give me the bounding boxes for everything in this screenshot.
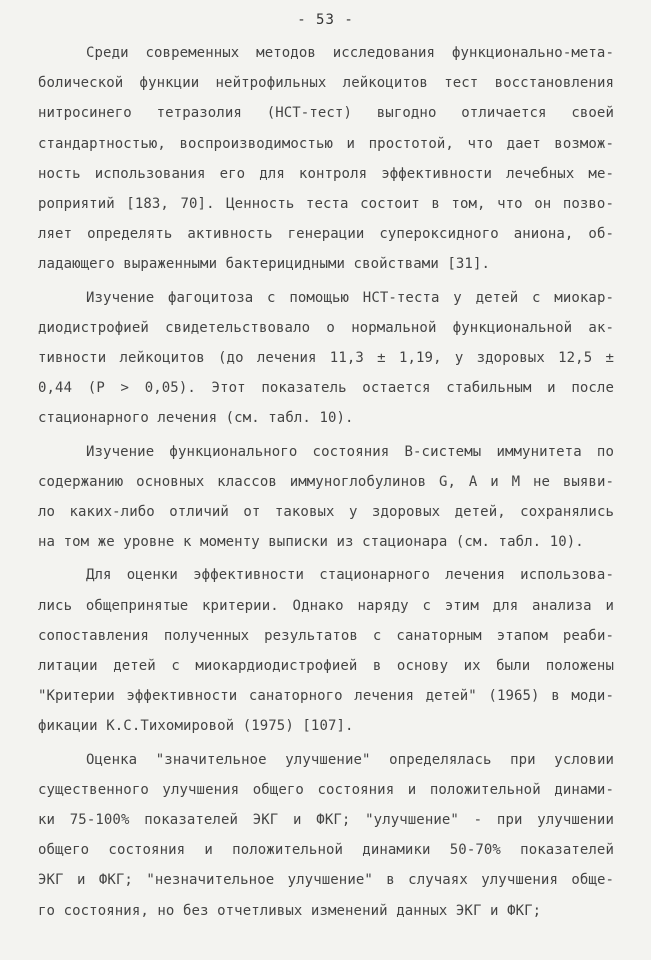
text-line: тивности лейкоцитов (до лечения 11,3 ± 1,19, у здоровых 12,5 ± xyxy=(38,350,614,366)
text-line: стационарного лечения (см. табл. 10). xyxy=(38,410,354,426)
text-line: Изучение функционального состояния В-системы иммунитета по xyxy=(86,444,614,460)
text-line: Для оценки эффективности стационарного лечения использова- xyxy=(86,567,614,583)
text-line: го состояния, но без отчетливых изменений данных ЭКГ и ФКГ; xyxy=(38,903,542,919)
text-line: ляет определять активность генерации супероксидного аниона, об- xyxy=(38,226,614,242)
text-line: ки 75-100% показателей ЭКГ и ФКГ; "улучшение" - при улучшении xyxy=(38,812,614,828)
text-line: нитросинего тетразолия (НСТ-тест) выгодно отличается своей xyxy=(38,105,614,121)
text-line: Среди современных методов исследования функционально-мета- xyxy=(86,45,614,61)
text-line: "Критерии эффективности санаторного лечения детей" (1965) в моди- xyxy=(38,688,614,704)
text-line: 0,44 (P > 0,05). Этот показатель остается стабильным и после xyxy=(38,380,614,396)
text-line: содержанию основных классов иммуноглобулинов G, A и M не выяви- xyxy=(38,474,614,490)
page-number: - 53 - xyxy=(297,12,354,28)
text-line: болической функции нейтрофильных лейкоцитов тест восстановления xyxy=(38,75,614,91)
text-line: ло каких-либо отличий от таковых у здоровых детей, сохранялись xyxy=(38,504,614,520)
text-line: на том же уровне к моменту выписки из стационара (см. табл. 10). xyxy=(38,534,584,550)
text-line: общего состояния и положительной динамики 50-70% показателей xyxy=(38,842,614,858)
text-line: существенного улучшения общего состояния и положительной динами- xyxy=(38,782,614,798)
text-line: диодистрофией свидетельствовало о нормальной функциональной ак- xyxy=(38,320,614,336)
text-line: лись общепринятые критерии. Однако наряду с этим для анализа и xyxy=(38,598,614,614)
text-line: Изучение фагоцитоза с помощью НСТ-теста у детей с миокар- xyxy=(86,290,614,306)
text-line: сопоставления полученных результатов с санаторным этапом реаби- xyxy=(38,628,614,644)
text-line: фикации К.С.Тихомировой (1975) [107]. xyxy=(38,718,354,734)
text-line: Оценка "значительное улучшение" определялась при условии xyxy=(86,752,614,768)
text-line: ЭКГ и ФКГ; "незначительное улучшение" в случаях улучшения обще- xyxy=(38,872,614,888)
text-line: стандартностью, воспроизводимостью и простотой, что дает возмож- xyxy=(38,136,614,152)
text-line: ладающего выраженными бактерицидными свойствами [31]. xyxy=(38,256,491,272)
text-line: литации детей с миокардиодистрофией в основу их были положены xyxy=(38,658,614,674)
text-line: ность использования его для контроля эффективности лечебных ме- xyxy=(38,166,614,182)
text-line: роприятий [183, 70]. Ценность теста состоит в том, что он позво- xyxy=(38,196,614,212)
